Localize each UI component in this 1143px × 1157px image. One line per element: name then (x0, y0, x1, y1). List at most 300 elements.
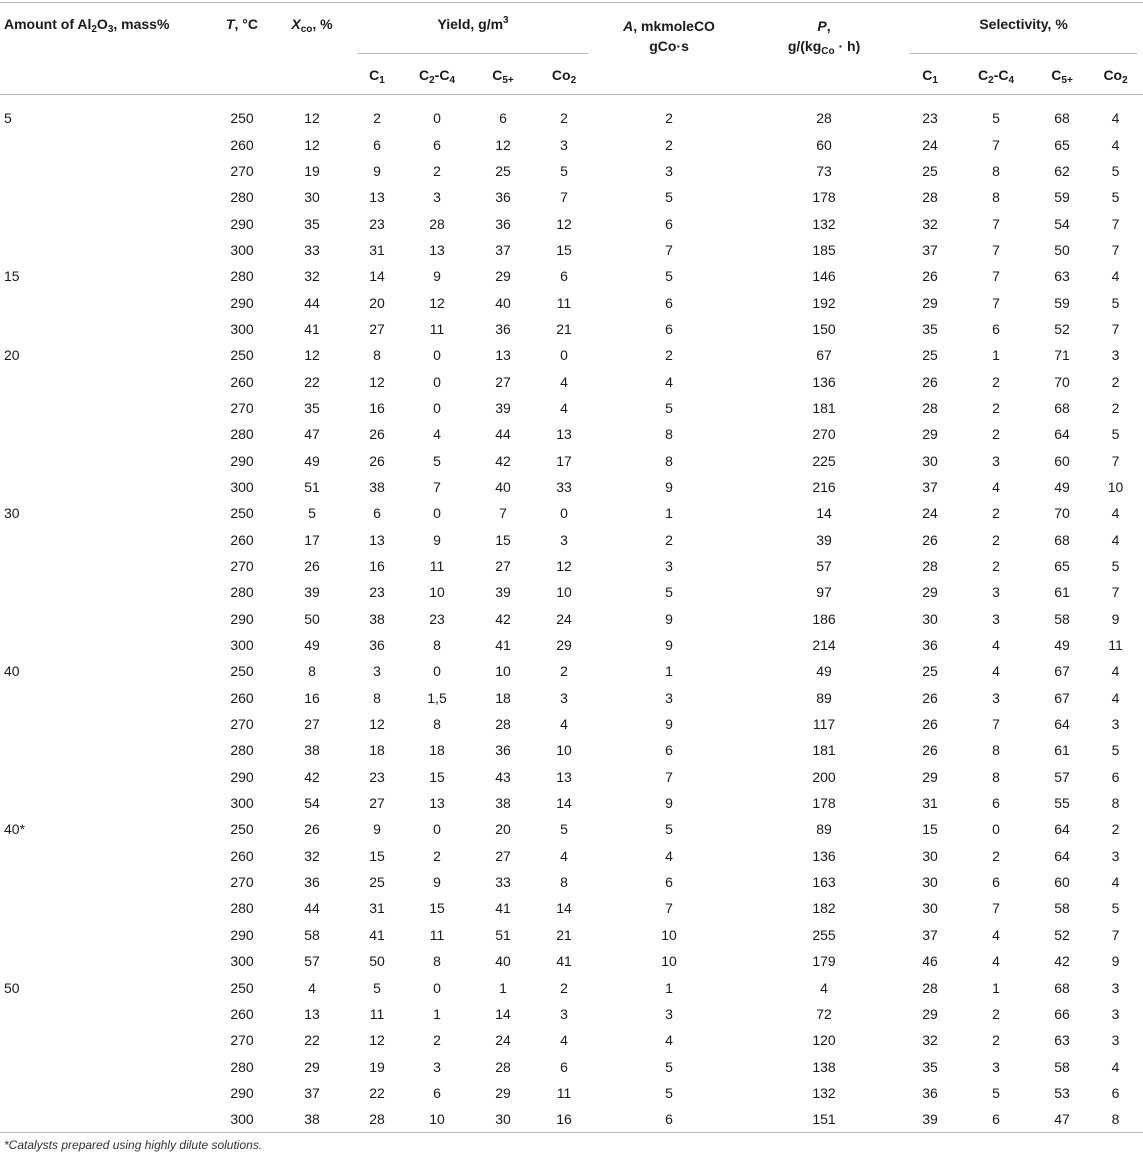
table-cell: 8 (992, 742, 1000, 759)
table-cell: 23 (922, 110, 938, 127)
table-cell: 300 (230, 320, 254, 337)
table-cell (0, 237, 212, 263)
table-cell: 1 (433, 1005, 441, 1022)
table-cell: 290 (230, 215, 254, 232)
table-cell: 179 (812, 953, 836, 970)
table-cell: 146 (812, 268, 836, 285)
table-cell: 4 (992, 953, 1000, 970)
table-cell: 5 (992, 110, 1000, 127)
table-cell: 15 (4, 268, 20, 285)
table-cell: 51 (495, 926, 511, 943)
table-row (0, 237, 1143, 263)
table-cell: 41 (495, 900, 511, 917)
table-row (0, 1053, 1143, 1079)
table-cell: 10 (495, 663, 511, 680)
table-cell: 14 (495, 1005, 511, 1022)
table-cell: 5 (373, 979, 381, 996)
table-cell: 6 (433, 1084, 441, 1101)
table-cell: 9 (373, 162, 381, 179)
table-cell: 7 (992, 900, 1000, 917)
table-cell: 4 (665, 847, 673, 864)
table-cell: 24 (495, 1032, 511, 1049)
table-cell: 5 (560, 821, 568, 838)
table-cell: 10 (556, 584, 572, 601)
table-cell: 2 (665, 347, 673, 364)
table-cell: 4 (560, 373, 568, 390)
table-cell (0, 685, 212, 711)
table-cell: 300 (230, 795, 254, 812)
table-cell: 52 (1054, 320, 1070, 337)
table-cell: 6 (560, 1058, 568, 1075)
table-cell: 2 (992, 847, 1000, 864)
table-cell (0, 922, 212, 948)
table-cell (0, 210, 212, 236)
table-cell: 35 (304, 215, 320, 232)
table-cell (0, 1001, 212, 1027)
table-row (0, 579, 1143, 605)
table-row (0, 711, 1143, 737)
table-cell: 18 (369, 742, 385, 759)
table-cell: 138 (812, 1058, 836, 1075)
table-cell: 68 (1054, 399, 1070, 416)
table-cell: 50 (1054, 241, 1070, 258)
table-cell: 29 (922, 768, 938, 785)
table-cell: 21 (556, 926, 572, 943)
table-cell: 5 (1111, 162, 1120, 179)
table-row (0, 474, 1143, 500)
table-cell: 3 (373, 663, 381, 680)
table-cell: 13 (304, 1005, 320, 1022)
yield-c5-header: $C_{5+}$ (492, 67, 514, 86)
table-cell (0, 737, 212, 763)
table-cell: 41 (304, 320, 320, 337)
table-cell: 11 (1108, 637, 1123, 654)
table-cell: 3 (560, 136, 568, 153)
table-cell: 14 (556, 900, 572, 917)
table-cell: 290 (230, 452, 254, 469)
table-cell: 26 (304, 821, 320, 838)
table-cell: 7 (665, 768, 673, 785)
table-cell: 14 (369, 268, 385, 285)
table-cell: 49 (816, 663, 832, 680)
table-cell: 182 (812, 900, 836, 917)
table-cell: 50 (369, 953, 385, 970)
table-cell: 16 (304, 689, 320, 706)
table-cell: 24 (922, 136, 938, 153)
table-cell: 4 (1111, 1058, 1120, 1075)
table-cell: 10 (556, 742, 572, 759)
table-cell: 12 (369, 716, 385, 733)
table-cell: 10 (661, 926, 677, 943)
table-row (0, 395, 1143, 421)
table-body (0, 95, 1143, 1133)
table-cell: 6 (560, 268, 568, 285)
table-cell: 8 (560, 874, 568, 891)
table-cell: 6 (665, 874, 673, 891)
table-cell: 280 (230, 189, 254, 206)
table-cell: 255 (812, 926, 836, 943)
table-cell: 4 (1111, 505, 1120, 522)
table-cell: 6 (992, 795, 1000, 812)
table-cell: 3 (433, 189, 441, 206)
table-cell: 250 (230, 663, 254, 680)
table-cell: 23 (429, 610, 445, 627)
table-cell: 3 (665, 689, 673, 706)
table-cell: 6 (956, 1106, 1036, 1133)
table-cell: 4 (1111, 110, 1120, 127)
table-cell: 151 (744, 1106, 904, 1133)
selectivity-co2-header: $Co_2$ (1103, 67, 1128, 86)
table-cell (0, 1053, 212, 1079)
table-cell: 290 (230, 1084, 254, 1101)
table-cell: 11 (369, 1005, 385, 1022)
table-cell: 10 (402, 1106, 472, 1133)
table-cell: 8 (1088, 1106, 1143, 1133)
table-cell: 27 (304, 716, 320, 733)
table-cell: 9 (433, 268, 441, 285)
table-cell: 12 (429, 294, 445, 311)
table-cell: 26 (369, 452, 385, 469)
table-cell: 22 (304, 373, 320, 390)
table-cell: 26 (922, 689, 938, 706)
table-cell: 250 (230, 821, 254, 838)
yield-c1-header: $C_1$ (369, 67, 385, 86)
table-cell: 1,5 (427, 689, 447, 706)
table-cell: 7 (1111, 452, 1120, 469)
table-cell: 270 (230, 1032, 254, 1049)
table-cell: 30 (922, 452, 938, 469)
table-cell (0, 421, 212, 447)
table-cell: 73 (816, 162, 832, 179)
table-cell: 290 (230, 610, 254, 627)
table-cell: 260 (230, 689, 254, 706)
table-cell: 15 (495, 531, 511, 548)
table-cell (0, 131, 212, 157)
table-cell: 13 (429, 795, 445, 812)
table-cell: 25 (922, 347, 938, 364)
table-cell: 71 (1054, 347, 1070, 364)
table-cell: 72 (816, 1005, 832, 1022)
table-cell: 63 (1054, 1032, 1070, 1049)
table-cell: 30 (4, 505, 20, 522)
table-row (0, 843, 1143, 869)
table-cell: 67 (816, 347, 832, 364)
table-cell: 62 (1054, 162, 1070, 179)
table-cell: 37 (495, 241, 511, 258)
table-cell (0, 895, 212, 921)
table-cell: 120 (812, 1032, 836, 1049)
table-cell: 25 (922, 663, 938, 680)
table-cell: 38 (369, 610, 385, 627)
table-cell (0, 289, 212, 315)
table-cell: 5 (665, 1084, 673, 1101)
table-cell: 5 (1111, 900, 1120, 917)
table-cell: 27 (369, 795, 385, 812)
table-cell: 28 (816, 110, 832, 127)
table-cell: 2 (665, 136, 673, 153)
table-cell: 21 (556, 320, 572, 337)
table-cell: 290 (230, 926, 254, 943)
table-cell: 36 (495, 215, 511, 232)
table-cell: 13 (369, 189, 385, 206)
table-cell: 8 (433, 953, 441, 970)
table-cell: 4 (665, 373, 673, 390)
table-cell: 47 (304, 426, 320, 443)
table-cell: 260 (230, 136, 254, 153)
table-cell: 10 (661, 953, 677, 970)
table-cell: 23 (369, 768, 385, 785)
selectivity-c1-header: $C_1$ (922, 67, 938, 86)
table-cell: 47 (1036, 1106, 1088, 1133)
table-cell: 64 (1054, 821, 1070, 838)
table-cell: 3 (992, 1058, 1000, 1075)
table-cell: 33 (556, 478, 572, 495)
table-cell: 39 (816, 531, 832, 548)
table-cell: 4 (433, 426, 441, 443)
table-cell: 1 (665, 979, 673, 996)
table-cell: 39 (304, 584, 320, 601)
table-cell: 37 (922, 926, 938, 943)
table-cell: 9 (665, 795, 673, 812)
table-cell: 280 (230, 584, 254, 601)
table-cell: 26 (922, 716, 938, 733)
table-cell: 250 (230, 979, 254, 996)
table-cell: 12 (304, 136, 320, 153)
table-cell: 0 (433, 347, 441, 364)
table-row (0, 1106, 1143, 1133)
table-cell: 260 (230, 847, 254, 864)
table-cell: 38 (369, 478, 385, 495)
table-cell: 2 (1111, 373, 1120, 390)
table-cell: 5 (4, 110, 12, 127)
table-cell: 4 (1111, 531, 1120, 548)
table-row (0, 764, 1143, 790)
table-row (0, 816, 1143, 842)
table-row (0, 606, 1143, 632)
table-row (0, 553, 1143, 579)
table-cell: 2 (1111, 399, 1120, 416)
table-cell: 7 (1111, 215, 1120, 232)
table-cell: 35 (304, 399, 320, 416)
yield-c2c4-header: $C_2-C_4$ (418, 67, 456, 86)
table-cell: 28 (922, 189, 938, 206)
table-cell (0, 711, 212, 737)
table-cell: 0 (560, 347, 568, 364)
table-cell: 9 (665, 478, 673, 495)
table-cell: 2 (992, 1032, 1000, 1049)
table-cell: 18 (429, 742, 445, 759)
table-cell: 1 (499, 979, 507, 996)
table-cell: 64 (1054, 426, 1070, 443)
table-cell: 36 (495, 320, 511, 337)
table-cell: 50 (4, 979, 20, 996)
table-cell: 25 (922, 162, 938, 179)
table-cell: 26 (922, 268, 938, 285)
table-cell: 2 (433, 1032, 441, 1049)
table-cell: 0 (433, 399, 441, 416)
table-cell: 24 (556, 610, 572, 627)
table-cell: 40 (4, 663, 20, 680)
table-row (0, 500, 1143, 526)
table-cell: 57 (1054, 768, 1070, 785)
table-cell: 42 (1054, 953, 1070, 970)
table-cell: 3 (560, 689, 568, 706)
table-cell: 20 (4, 347, 20, 364)
table-cell: 67 (1054, 689, 1070, 706)
table-cell: 2 (992, 426, 1000, 443)
table-cell: 4 (992, 637, 1000, 654)
table-row (0, 316, 1143, 342)
table-cell: 8 (373, 347, 381, 364)
table-cell: 2 (373, 110, 381, 127)
table-row (0, 447, 1143, 473)
table-cell: 59 (1054, 189, 1070, 206)
table-cell: 14 (816, 505, 832, 522)
table-cell: 3 (560, 1005, 568, 1022)
table-cell (0, 948, 212, 974)
table-cell: 2 (992, 399, 1000, 416)
table-cell: 150 (812, 320, 836, 337)
temperature-header: T, °C (225, 16, 259, 32)
table-cell: 13 (495, 347, 511, 364)
table-cell: 58 (304, 926, 320, 943)
table-cell: 7 (992, 136, 1000, 153)
table-cell: 12 (304, 347, 320, 364)
table-cell: 7 (499, 505, 507, 522)
table-cell: 70 (1054, 505, 1070, 522)
table-cell: 5 (665, 399, 673, 416)
table-row (0, 1080, 1143, 1106)
table-cell: 8 (433, 637, 441, 654)
table-cell: 27 (495, 558, 511, 575)
table-cell (0, 1080, 212, 1106)
table-row (0, 737, 1143, 763)
table-cell: 260 (230, 373, 254, 390)
table-cell: 39 (904, 1106, 956, 1133)
table-cell: 67 (1054, 663, 1070, 680)
table-cell: 280 (230, 1058, 254, 1075)
table-row (0, 1001, 1143, 1027)
table-cell: 49 (1054, 637, 1070, 654)
table-cell: 4 (992, 478, 1000, 495)
table-cell: 19 (304, 162, 320, 179)
table-cell: 13 (429, 241, 445, 258)
table-cell: 32 (304, 268, 320, 285)
table-cell: 59 (1054, 294, 1070, 311)
table-row (0, 368, 1143, 394)
table-cell: 20 (495, 821, 511, 838)
table-cell: 4 (820, 979, 828, 996)
table-cell: 280 (230, 742, 254, 759)
table-cell: 185 (812, 241, 836, 258)
table-cell: 33 (304, 241, 320, 258)
yield-header: Yield, $g/m^3$ (352, 3, 594, 55)
table-row (0, 184, 1143, 210)
table-cell: 51 (304, 478, 320, 495)
table-cell: 132 (812, 1084, 836, 1101)
table-cell: 29 (495, 268, 511, 285)
table-cell: 43 (495, 768, 511, 785)
table-cell: 35 (922, 1058, 938, 1075)
table-cell: 4 (1111, 689, 1120, 706)
table-cell (0, 447, 212, 473)
table-cell: 200 (812, 768, 836, 785)
table-cell: 28 (352, 1106, 402, 1133)
table-cell: 22 (304, 1032, 320, 1049)
table-cell: 12 (556, 215, 572, 232)
table-cell: 3 (1111, 979, 1120, 996)
table-cell: 44 (495, 426, 511, 443)
table-cell: 40 (495, 478, 511, 495)
table-cell: 0 (560, 505, 568, 522)
table-cell: 36 (495, 742, 511, 759)
table-cell: 186 (812, 610, 836, 627)
table-cell: 50 (304, 610, 320, 627)
table-cell: 1 (665, 663, 673, 680)
table-cell: 13 (369, 531, 385, 548)
table-cell: 41 (556, 953, 572, 970)
table-cell: 52 (1054, 926, 1070, 943)
table-cell: 12 (556, 558, 572, 575)
table-cell (0, 474, 212, 500)
table-cell: 41 (369, 926, 385, 943)
table-cell: 49 (1054, 478, 1070, 495)
table-cell: 9 (373, 821, 381, 838)
table-cell: 53 (1054, 1084, 1070, 1101)
table-cell: 29 (922, 584, 938, 601)
table-cell (0, 606, 212, 632)
table-row (0, 131, 1143, 157)
table-cell: 16 (534, 1106, 594, 1133)
table-cell: 44 (304, 900, 320, 917)
table-cell: 12 (495, 136, 511, 153)
table-cell: 28 (429, 215, 445, 232)
table-cell: 89 (816, 689, 832, 706)
table-cell: 26 (304, 558, 320, 575)
table-cell: 44 (304, 294, 320, 311)
table-cell: 37 (304, 1084, 320, 1101)
table-cell: 6 (594, 1106, 744, 1133)
table-cell: 68 (1054, 531, 1070, 548)
table-cell: 1 (992, 347, 1000, 364)
table-cell: 36 (369, 637, 385, 654)
table-cell: 8 (308, 663, 316, 680)
table-cell: 40 (495, 294, 511, 311)
table-cell: 4 (992, 926, 1000, 943)
table-cell: 16 (369, 399, 385, 416)
table-cell: 300 (230, 241, 254, 258)
table-cell: 5 (308, 505, 316, 522)
table-cell: 270 (812, 426, 836, 443)
table-cell: 290 (230, 294, 254, 311)
table-cell: 30 (922, 847, 938, 864)
table-cell: 4 (992, 663, 1000, 680)
table-cell: 2 (665, 110, 673, 127)
table-cell: 4 (1111, 663, 1120, 680)
table-cell: 38 (272, 1106, 352, 1133)
table-cell: 39 (495, 399, 511, 416)
table-cell: 16 (369, 558, 385, 575)
table-cell: 28 (922, 979, 938, 996)
table-cell: 29 (922, 1005, 938, 1022)
table-cell: 5 (560, 162, 568, 179)
table-row (0, 289, 1143, 315)
table-cell (0, 764, 212, 790)
table-cell: 290 (230, 768, 254, 785)
table-cell: 178 (812, 795, 836, 812)
table-cell (0, 553, 212, 579)
table-cell: 6 (665, 742, 673, 759)
